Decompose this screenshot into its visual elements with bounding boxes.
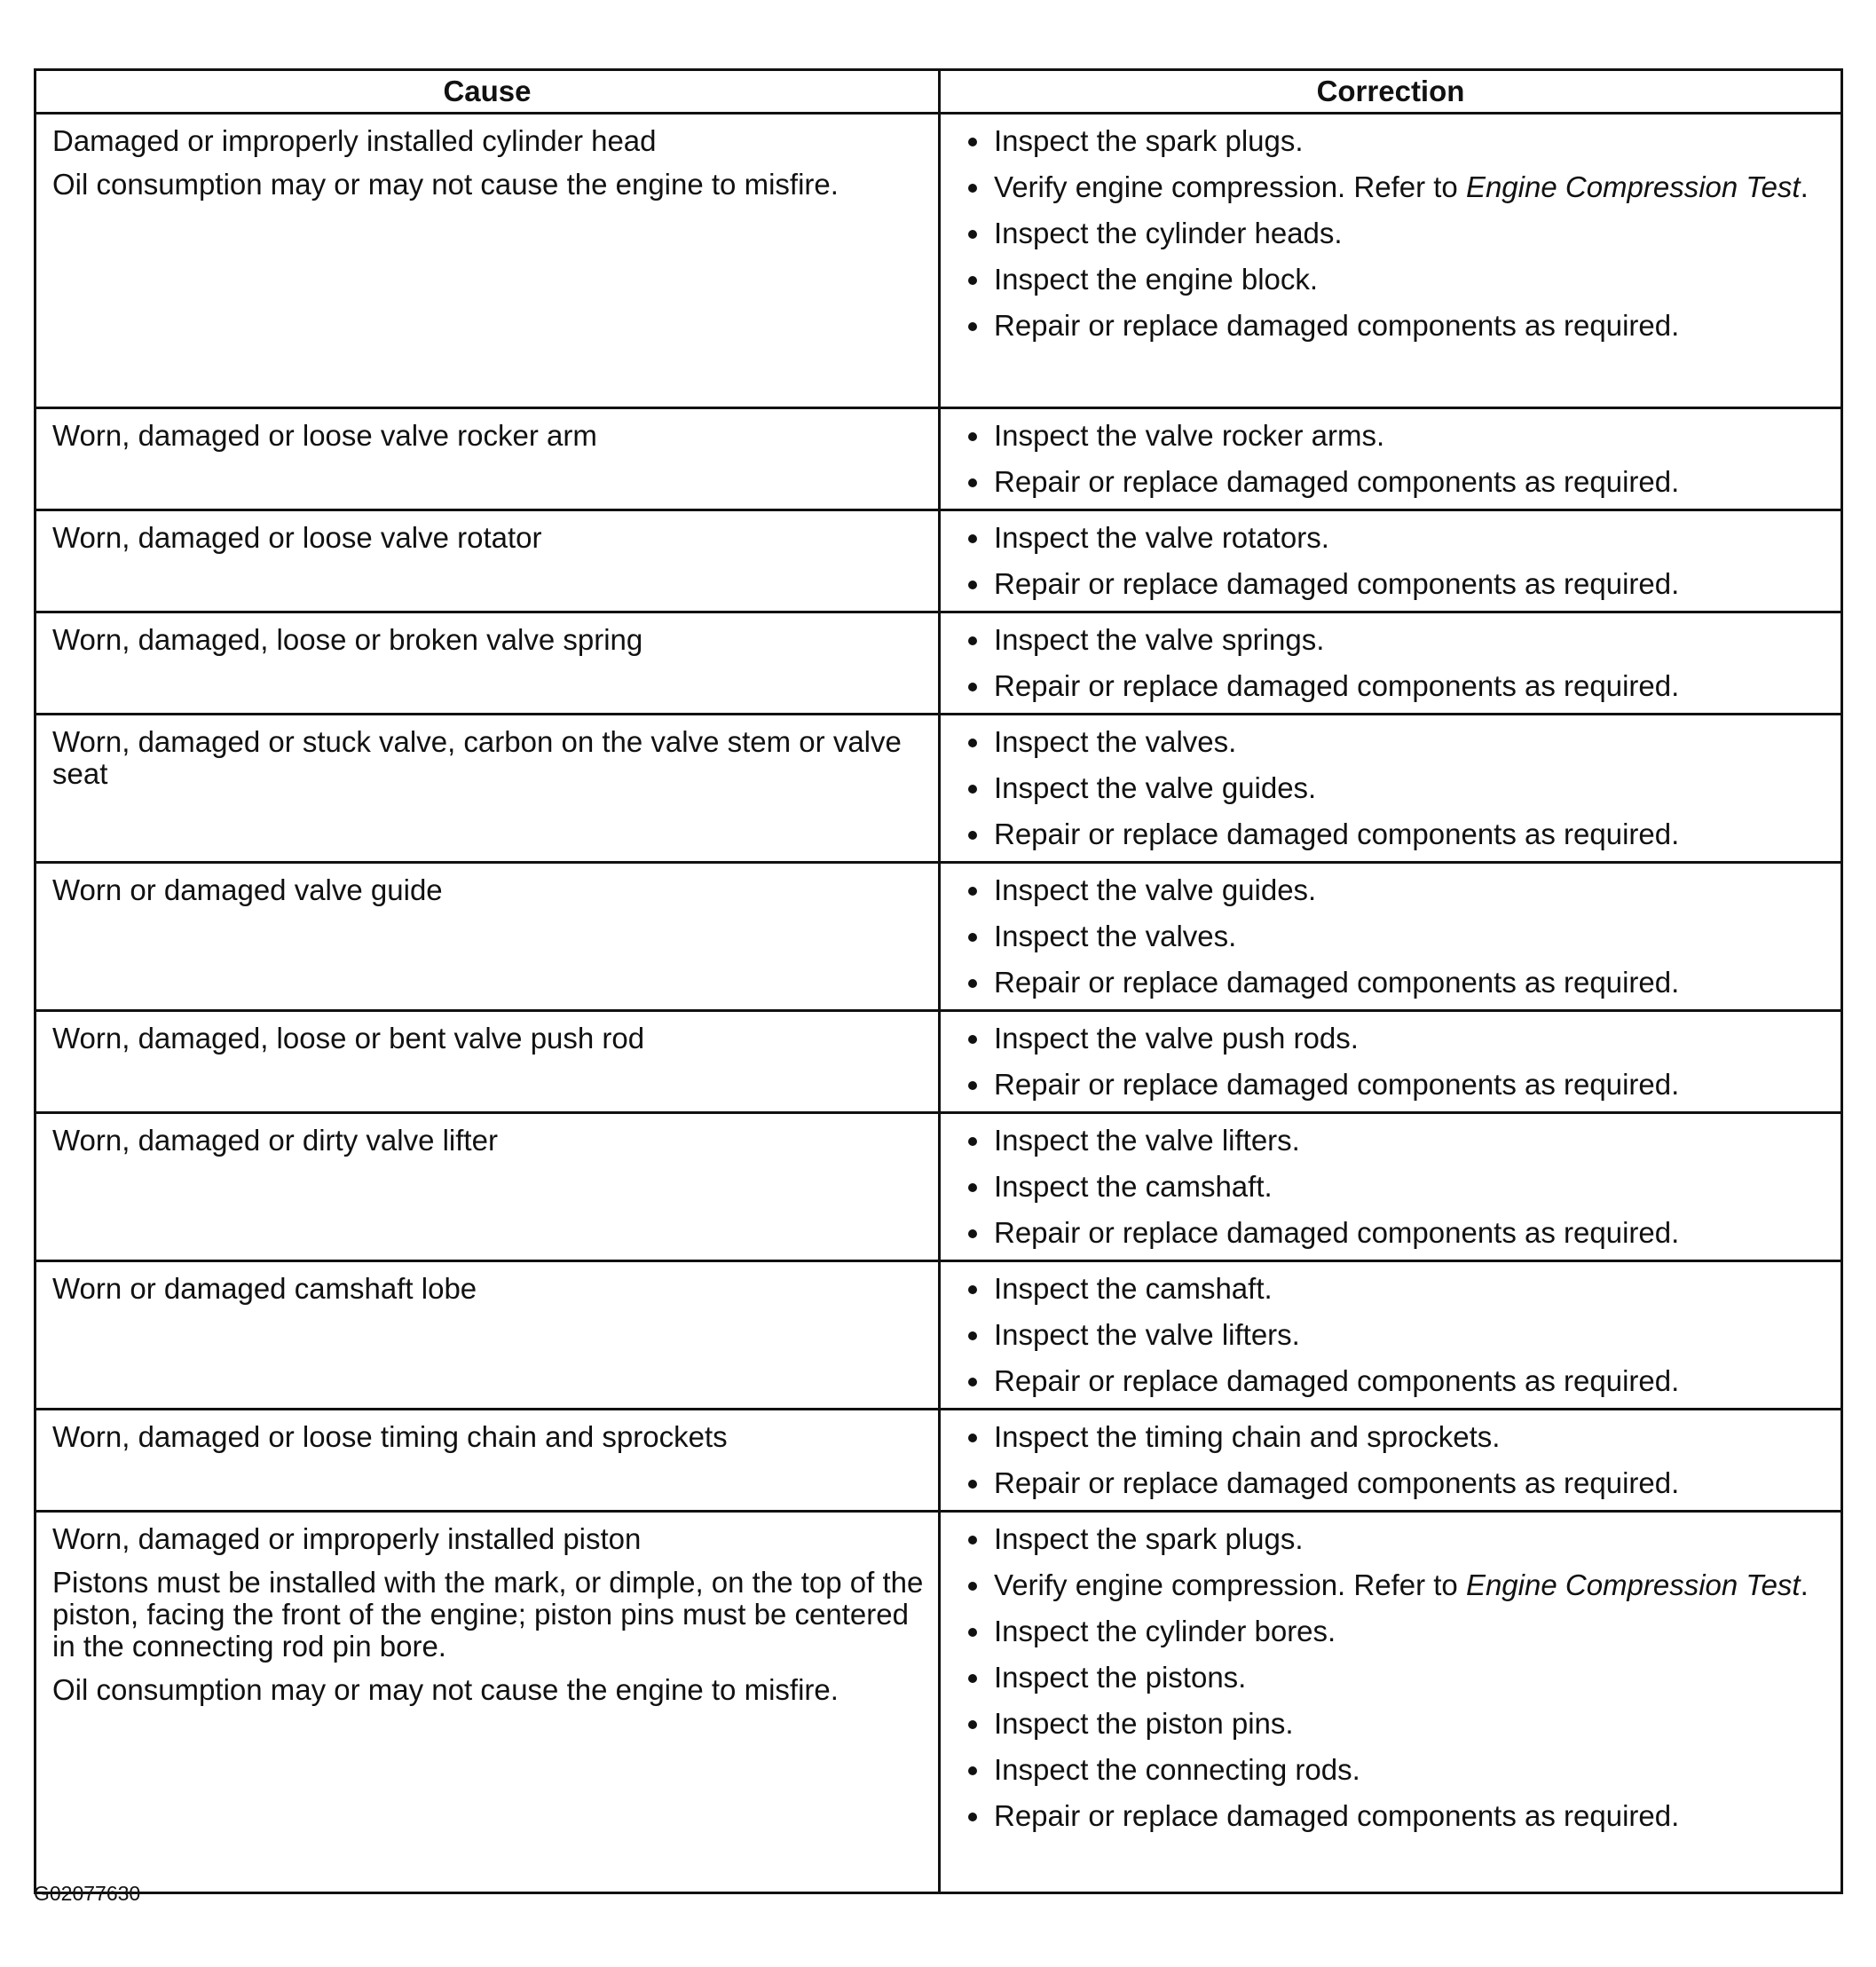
cause-cell [35, 715, 940, 863]
correction-list [958, 1125, 1832, 1249]
correction-cell [940, 1261, 1842, 1410]
correction-item [958, 522, 1832, 554]
correction-text: Inspect the valve lifters. [994, 1124, 1300, 1157]
bullet-icon [968, 739, 977, 747]
table-row [35, 1261, 1842, 1410]
correction-text: Verify engine compression. Refer to [994, 170, 1466, 203]
correction-cell [940, 114, 1842, 408]
correction-item [958, 1171, 1832, 1203]
bullet-icon [968, 1766, 977, 1775]
correction-cell [940, 510, 1842, 612]
cause-text: Worn or damaged camshaft lobe [52, 1272, 477, 1305]
bullet-icon [968, 478, 977, 487]
correction-cell [940, 1512, 1842, 1893]
bullet-icon [968, 785, 977, 794]
reference-suffix: . [1800, 170, 1809, 203]
correction-item [958, 1800, 1832, 1832]
reference-link-text: Engine Compression Test [1465, 170, 1801, 203]
correction-text: Inspect the camshaft. [994, 1170, 1273, 1203]
correction-cell [940, 1410, 1842, 1512]
table-row [35, 1113, 1842, 1261]
correction-text: Repair or replace damaged components as required. [994, 309, 1680, 342]
correction-text: Repair or replace damaged components as required. [994, 1466, 1680, 1499]
cause-text: Worn or damaged valve guide [52, 873, 443, 906]
cause-text: Worn, damaged or improperly installed piston [52, 1522, 642, 1555]
correction-item [958, 1708, 1832, 1740]
cause-note: Oil consumption may or may not cause the engine to misfire. [52, 168, 839, 201]
table-row [35, 863, 1842, 1011]
correction-cell [940, 612, 1842, 715]
correction-item [958, 1365, 1832, 1397]
correction-text: Repair or replace damaged components as required. [994, 1216, 1680, 1249]
correction-item [958, 1421, 1832, 1453]
correction-list [958, 874, 1832, 999]
correction-text: Verify engine compression. Refer to [994, 1568, 1466, 1601]
correction-text: Repair or replace damaged components as required. [994, 567, 1680, 600]
cause-text: Damaged or improperly installed cylinder head [52, 124, 657, 157]
correction-cell [940, 1113, 1842, 1261]
cause-cell [35, 510, 940, 612]
correction-item [958, 1125, 1832, 1157]
bullet-icon [968, 276, 977, 285]
correction-item [958, 1217, 1832, 1249]
correction-item [958, 670, 1832, 702]
cause-text: Worn, damaged or stuck valve, carbon on the valve stem or valve seat [52, 725, 902, 790]
bullet-icon [968, 581, 977, 589]
cause-text: Worn, damaged, loose or broken valve spring [52, 623, 643, 656]
cause-cell [35, 1011, 940, 1113]
correction-cell [940, 1011, 1842, 1113]
bullet-icon [968, 1720, 977, 1729]
cause-text: Worn, damaged or loose timing chain and sprockets [52, 1420, 728, 1453]
bullet-icon [968, 1813, 977, 1821]
correction-text: Inspect the timing chain and sprockets. [994, 1420, 1501, 1453]
correction-item [958, 1023, 1832, 1055]
cause-cell [35, 1261, 940, 1410]
bullet-icon [968, 184, 977, 193]
correction-item [958, 1754, 1832, 1786]
bullet-icon [968, 636, 977, 645]
bullet-icon [968, 1137, 977, 1146]
bullet-icon [968, 683, 977, 691]
correction-text: Inspect the cylinder bores. [994, 1615, 1336, 1647]
correction-list [958, 1523, 1832, 1832]
correction-item [958, 818, 1832, 850]
bullet-icon [968, 1081, 977, 1090]
correction-cell [940, 863, 1842, 1011]
correction-item [958, 967, 1832, 999]
figure-id: G02077630 [34, 1882, 141, 1905]
correction-text: Inspect the valve lifters. [994, 1318, 1300, 1351]
correction-text: Inspect the valve springs. [994, 623, 1325, 656]
correction-item [958, 1319, 1832, 1351]
bullet-icon [968, 1035, 977, 1044]
bullet-icon [968, 1229, 977, 1238]
correction-text: Repair or replace damaged components as required. [994, 1068, 1680, 1101]
correction-item [958, 1615, 1832, 1647]
table-body [35, 114, 1842, 1893]
cause-header: Cause [35, 70, 940, 114]
correction-list [958, 125, 1832, 342]
cause-note: Oil consumption may or may not cause the engine to misfire. [52, 1673, 839, 1706]
correction-list [958, 624, 1832, 702]
correction-text: Repair or replace damaged components as required. [994, 669, 1680, 702]
cause-text: Worn, damaged or loose valve rocker arm [52, 419, 597, 452]
cause-text: Worn, damaged or loose valve rotator [52, 521, 542, 554]
correction-item [958, 874, 1832, 906]
correction-item [958, 920, 1832, 952]
correction-text: Repair or replace damaged components as required. [994, 1364, 1680, 1397]
correction-text: Inspect the valves. [994, 920, 1237, 952]
bullet-icon [968, 831, 977, 840]
correction-text: Inspect the valve push rods. [994, 1022, 1359, 1055]
correction-item [958, 310, 1832, 342]
bullet-icon [968, 1582, 977, 1591]
correction-item [958, 624, 1832, 656]
correction-item [958, 1273, 1832, 1305]
cause-cell [35, 114, 940, 408]
table-row [35, 1011, 1842, 1113]
bullet-icon [968, 1183, 977, 1192]
correction-item [958, 217, 1832, 249]
cause-note: Pistons must be installed with the mark, or dimple, on the top of the piston, facing the front of the engine; piston pins must be centered in the connecting rod pin bore. [52, 1566, 924, 1663]
table-row [35, 114, 1842, 408]
reference-suffix: . [1800, 1568, 1809, 1601]
correction-item [958, 1523, 1832, 1555]
correction-list [958, 1023, 1832, 1101]
cause-cell [35, 1512, 940, 1893]
correction-text: Inspect the valve rocker arms. [994, 419, 1385, 452]
bullet-icon [968, 1285, 977, 1294]
cause-cell [35, 863, 940, 1011]
correction-item [958, 568, 1832, 600]
table-row [35, 408, 1842, 510]
bullet-icon [968, 1628, 977, 1637]
correction-item [958, 264, 1832, 296]
correction-text: Inspect the spark plugs. [994, 124, 1304, 157]
correction-text: Repair or replace damaged components as required. [994, 966, 1680, 999]
correction-header: Correction [940, 70, 1842, 114]
table-row [35, 715, 1842, 863]
correction-text: Inspect the valves. [994, 725, 1237, 758]
correction-text: Inspect the pistons. [994, 1661, 1247, 1694]
bullet-icon [968, 1378, 977, 1386]
correction-item [958, 1069, 1832, 1101]
correction-text: Repair or replace damaged components as required. [994, 818, 1680, 850]
correction-cell [940, 715, 1842, 863]
bullet-icon [968, 1536, 977, 1544]
correction-item [958, 171, 1832, 203]
correction-list [958, 522, 1832, 600]
correction-item [958, 772, 1832, 804]
correction-text: Inspect the engine block. [994, 263, 1319, 296]
reference-link-text: Engine Compression Test [1465, 1568, 1801, 1601]
correction-item [958, 1467, 1832, 1499]
bullet-icon [968, 432, 977, 441]
correction-text: Repair or replace damaged components as required. [994, 465, 1680, 498]
correction-item [958, 420, 1832, 452]
correction-item [958, 1662, 1832, 1694]
table-row [35, 1410, 1842, 1512]
correction-list [958, 726, 1832, 850]
bullet-icon [968, 1434, 977, 1442]
cause-text: Worn, damaged, loose or bent valve push rod [52, 1022, 645, 1055]
correction-text: Repair or replace damaged components as required. [994, 1799, 1680, 1832]
bullet-icon [968, 230, 977, 239]
correction-text: Inspect the piston pins. [994, 1707, 1294, 1740]
correction-list [958, 420, 1832, 498]
correction-list [958, 1421, 1832, 1499]
bullet-icon [968, 534, 977, 543]
bullet-icon [968, 1480, 977, 1489]
correction-item [958, 1569, 1832, 1601]
correction-item [958, 125, 1832, 157]
bullet-icon [968, 1331, 977, 1340]
header-row [35, 70, 1842, 114]
bullet-icon [968, 979, 977, 988]
cause-cell [35, 1113, 940, 1261]
table-row [35, 612, 1842, 715]
cause-cell [35, 408, 940, 510]
correction-text: Inspect the cylinder heads. [994, 217, 1343, 249]
correction-item [958, 466, 1832, 498]
correction-text: Inspect the spark plugs. [994, 1522, 1304, 1555]
diagnostic-table [34, 68, 1843, 1894]
bullet-icon [968, 138, 977, 146]
correction-item [958, 726, 1832, 758]
bullet-icon [968, 933, 977, 942]
correction-text: Inspect the connecting rods. [994, 1753, 1360, 1786]
correction-cell [940, 408, 1842, 510]
correction-text: Inspect the valve guides. [994, 873, 1317, 906]
correction-list [958, 1273, 1832, 1397]
bullet-icon [968, 322, 977, 331]
bullet-icon [968, 887, 977, 896]
correction-text: Inspect the camshaft. [994, 1272, 1273, 1305]
cause-cell [35, 612, 940, 715]
table-row [35, 1512, 1842, 1893]
cause-text: Worn, damaged or dirty valve lifter [52, 1124, 498, 1157]
table-row [35, 510, 1842, 612]
correction-text: Inspect the valve guides. [994, 771, 1317, 804]
correction-text: Inspect the valve rotators. [994, 521, 1329, 554]
bullet-icon [968, 1674, 977, 1683]
cause-cell [35, 1410, 940, 1512]
